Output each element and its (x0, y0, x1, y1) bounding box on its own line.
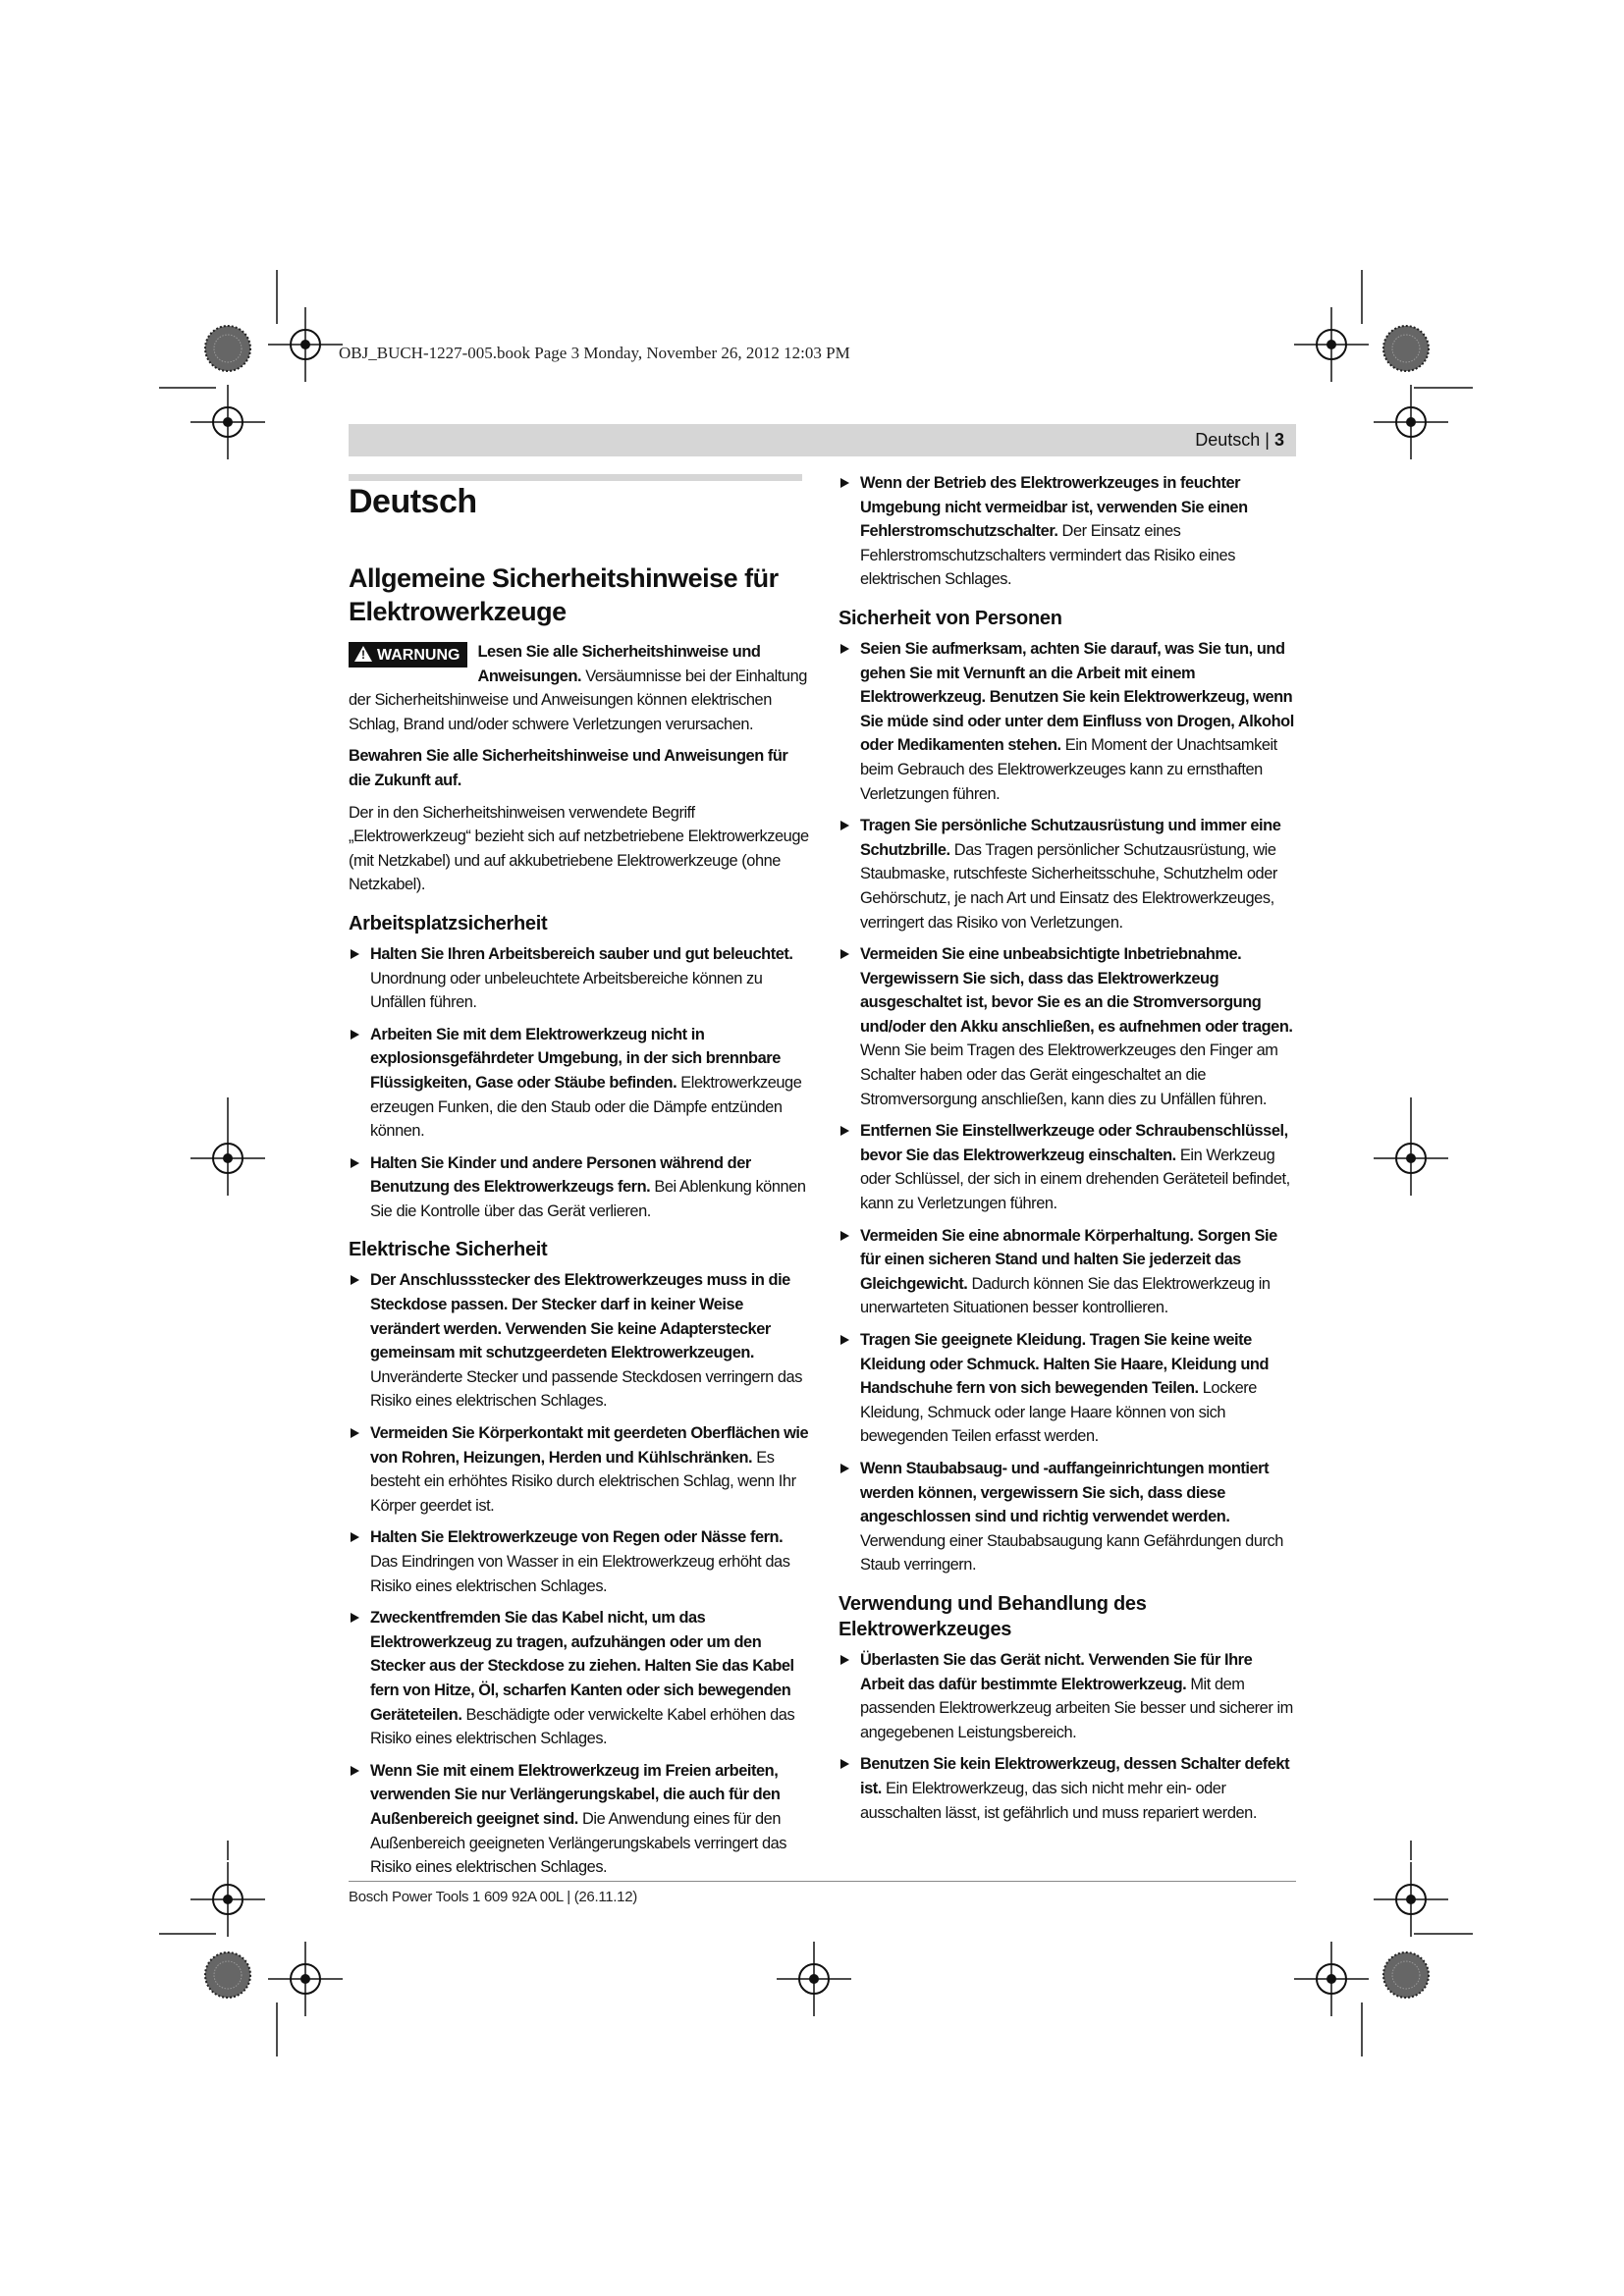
bullet-arrow-icon (351, 1030, 359, 1040)
list-item (349, 1023, 812, 1144)
bullet-arrow-icon (840, 1231, 849, 1241)
list-item (839, 1119, 1298, 1215)
list-item (349, 1759, 812, 1880)
item-bold-text: Halten Sie Ihren Arbeitsbereich sauber und gut beleuchtet. (370, 944, 793, 963)
item-text: Der Einsatz eines Fehlerstromschutzschalters vermindert das Risiko eines elektrischen Schlages. (860, 522, 1235, 589)
list-item (839, 942, 1298, 1111)
list-item (349, 942, 812, 1015)
bullet-arrow-icon (840, 478, 849, 488)
item-bold-text: Vermeiden Sie eine unbeabsichtigte Inbetriebnahme. Vergewissern Sie sich, dass das Elektrowerkzeug ausgeschaltet ist, bevor Sie es an die Stromversorgung und/oder den Akku anschließen, es aufnehmen oder tragen. (860, 945, 1293, 1036)
item-text: Mit dem passenden Elektrowerkzeug arbeiten Sie besser und sicherer im angegebenen Leistungsbereich. (860, 1675, 1293, 1741)
item-text: Beschädigte oder verwickelte Kabel erhöhen das Risiko eines elektrischen Schlages. (370, 1705, 795, 1748)
main-heading: Allgemeine Sicherheitshinweise für Elektrowerkzeuge (349, 563, 779, 626)
page-number: 3 (1273, 430, 1284, 450)
item-bold-text: Wenn der Betrieb des Elektrowerkzeuges in feuchter Umgebung nicht vermeidbar ist, verwenden Sie einen Fehlerstromschutzschalter. (860, 474, 1248, 541)
section-title-tool-use: Verwendung und Behandlung des Elektrowerkzeuges (839, 1592, 1147, 1640)
section-title-workplace: Arbeitsplatzsicherheit (349, 912, 548, 934)
item-bold-text: Vermeiden Sie eine abnormale Körperhaltung. Sorgen Sie für einen sicheren Stand und halten Sie jederzeit das Gleichgewicht. (860, 1226, 1277, 1293)
right-column (839, 471, 1298, 1833)
item-bold-text: Seien Sie aufmerksam, achten Sie darauf, was Sie tun, und gehen Sie mit Vernunft an die Arbeit mit einem Elektrowerkzeug. Benutzen Sie kein Elektrowerkzeug, wenn Sie müde sind oder unter dem Einfluss von Drogen, Alkohol oder Medikamenten stehen. (860, 639, 1294, 755)
item-text: Die Anwendung eines für den Außenbereich geeigneten Verlängerungskabels verringert das Risiko eines elektrischen Schlages. (370, 1809, 787, 1877)
item-text: Ein Moment der Unachtsamkeit beim Gebrauch des Elektrowerkzeuges kann zu ernsthaften Verletzungen führen. (860, 736, 1277, 803)
bullet-arrow-icon (351, 949, 359, 959)
warning-badge (349, 642, 467, 667)
list-item (839, 1457, 1298, 1577)
item-bold-text: Halten Sie Elektrowerkzeuge von Regen oder Nässe fern. (370, 1528, 784, 1547)
item-text: Elektrowerkzeuge erzeugen Funken, die den Staub oder die Dämpfe entzünden können. (370, 1073, 802, 1141)
footer-rule (349, 1881, 1296, 1882)
section-title-personal-safety: Sicherheit von Personen (839, 607, 1062, 629)
header-language: Deutsch (1195, 430, 1261, 450)
item-bold-text: Wenn Staubabsaug- und -auffangeinrichtungen montiert werden können, vergewissern Sie sich, dass diese angeschlossen sind und richtig verwendet werden. (860, 1459, 1270, 1526)
definition-paragraph: Der in den Sicherheitshinweisen verwendete Begriff „Elektrowerkzeug“ bezieht sich auf netzbetriebene Elektrowerkzeuge (mit Netzkabel) und auf akkubetriebene Elektrowerkzeuge (ohne Netzkabel). (349, 803, 809, 894)
bullet-arrow-icon (351, 1158, 359, 1168)
print-slug-line: OBJ_BUCH-1227-005.book Page 3 Monday, November 26, 2012 12:03 PM (339, 344, 850, 362)
bullet-arrow-icon (840, 1655, 849, 1665)
warning-text: Versäumnisse bei der Einhaltung der Sicherheitshinweise und Anweisungen können elektrischen Schlag, Brand und/oder schwere Verletzungen verursachen. (349, 667, 807, 733)
item-bold-text: Entfernen Sie Einstellwerkzeuge oder Schraubenschlüssel, bevor Sie das Elektrowerkzeug einschalten. (860, 1122, 1288, 1164)
bullet-arrow-icon (351, 1613, 359, 1623)
item-text: Ein Werkzeug oder Schlüssel, der sich in einem drehenden Geräteteil befindet, kann zu Verletzungen führen. (860, 1146, 1290, 1213)
bullet-arrow-icon (351, 1275, 359, 1285)
item-text: Wenn Sie beim Tragen des Elektrowerkzeuges den Finger am Schalter haben oder das Gerät eingeschaltet an die Stromversorgung anschließen, kann dies zu Unfällen führen. (860, 1041, 1278, 1108)
bullet-arrow-icon (840, 1464, 849, 1473)
item-bold-text: Vermeiden Sie Körperkontakt mit geerdeten Oberflächen wie von Rohren, Heizungen, Herden und Kühlschränken. (370, 1424, 809, 1467)
bullet-arrow-icon (351, 1428, 359, 1438)
item-bold-text: Tragen Sie geeignete Kleidung. Tragen Sie keine weite Kleidung oder Schmuck. Halten Sie Haare, Kleidung und Handschuhe fern von sich bewegenden Teilen. (860, 1331, 1270, 1398)
item-bold-text: Halten Sie Kinder und andere Personen während der Benutzung des Elektrowerkzeugs fern. (370, 1153, 751, 1197)
item-text: Unveränderte Stecker und passende Steckdosen verringern das Risiko eines elektrischen Schlages. (370, 1367, 802, 1411)
list-item (349, 1268, 812, 1414)
header-separator: | (1260, 430, 1274, 450)
bullet-arrow-icon (840, 1759, 849, 1769)
warning-bold-text: Lesen Sie alle Sicherheitshinweise und Anweisungen. (477, 643, 761, 685)
page-footer: Bosch Power Tools 1 609 92A 00L | (26.11.12) (349, 1889, 637, 1905)
item-bold-text: Arbeiten Sie mit dem Elektrowerkzeug nicht in explosionsgefährdeter Umgebung, in der sich brennbare Flüssigkeiten, Gase oder Stäube befinden. (370, 1025, 781, 1092)
keep-instructions-note: Bewahren Sie alle Sicherheitshinweise und Anweisungen für die Zukunft auf. (349, 747, 788, 789)
item-text: Ein Elektrowerkzeug, das sich nicht mehr ein- oder ausschalten lässt, ist gefährlich und muss repariert werden. (860, 1779, 1257, 1822)
list-item (839, 1224, 1298, 1320)
item-bold-text: Benutzen Sie kein Elektrowerkzeug, dessen Schalter defekt ist. (860, 1755, 1290, 1797)
list-item (839, 1752, 1298, 1825)
page-title: Deutsch (349, 483, 477, 520)
warning-paragraph (349, 640, 812, 736)
item-text: Es besteht ein erhöhtes Risiko durch elektrischen Schlag, wenn Ihr Körper geerdet ist. (370, 1448, 796, 1515)
item-text: Dadurch können Sie das Elektrowerkzeug in unerwarteten Situationen besser kontrollieren. (860, 1274, 1271, 1317)
bullet-arrow-icon (351, 1766, 359, 1776)
warning-badge-label: WARNUNG (377, 647, 460, 664)
item-text: Unordnung oder unbeleuchtete Arbeitsbereiche können zu Unfällen führen. (370, 969, 763, 1012)
bullet-arrow-icon (840, 949, 849, 959)
item-text: Das Eindringen von Wasser in ein Elektrowerkzeug erhöht das Risiko eines elektrischen Schlages. (370, 1553, 790, 1595)
list-item (839, 637, 1298, 806)
item-text: Bei Ablenkung können Sie die Kontrolle über das Gerät verlieren. (370, 1178, 806, 1220)
list-item (349, 1525, 812, 1598)
item-bold-text: Wenn Sie mit einem Elektrowerkzeug im Freien arbeiten, verwenden Sie nur Verlängerungskabel, die auch für den Außenbereich geeignet sind. (370, 1761, 781, 1828)
warning-triangle-icon: ! (354, 646, 372, 662)
list-item (349, 1421, 812, 1518)
list-item (349, 1151, 812, 1224)
bullet-arrow-icon (840, 644, 849, 654)
page-header-bar (349, 424, 1296, 456)
bullet-arrow-icon (840, 1126, 849, 1136)
bullet-arrow-icon (840, 821, 849, 830)
list-item (839, 814, 1298, 934)
item-bold-text: Überlasten Sie das Gerät nicht. Verwenden Sie für Ihre Arbeit das dafür bestimmte Elektrowerkzeug. (860, 1650, 1253, 1693)
bullet-arrow-icon (351, 1532, 359, 1542)
left-column (349, 477, 812, 1888)
list-item (839, 471, 1298, 592)
item-text: Lockere Kleidung, Schmuck oder lange Haare können von sich bewegenden Teilen erfasst werden. (860, 1379, 1257, 1446)
section-title-electrical: Elektrische Sicherheit (349, 1239, 548, 1261)
item-bold-text: Tragen Sie persönliche Schutzausrüstung und immer eine Schutzbrille. (860, 817, 1281, 859)
list-item (839, 1328, 1298, 1449)
bullet-arrow-icon (840, 1335, 849, 1345)
list-item (349, 1606, 812, 1751)
item-text: Das Tragen persönlicher Schutzausrüstung, wie Staubmaske, rutschfeste Sicherheitsschuhe, Schutzhelm oder Gehörschutz, je nach Art und Einsatz des Elektrowerkzeuges, verringert das Risiko von Verletzungen. (860, 840, 1277, 932)
item-bold-text: Zweckentfremden Sie das Kabel nicht, um das Elektrowerkzeug zu tragen, aufzuhängen oder um den Stecker aus der Steckdose zu ziehen. Halten Sie das Kabel fern von Hitze, Öl, scharfen Kanten oder sich bewegenden Geräteteilen. (370, 1609, 794, 1724)
item-text: Verwendung einer Staubabsaugung kann Gefährdungen durch Staub verringern. (860, 1531, 1283, 1575)
page-header-text (1195, 430, 1284, 451)
list-item (839, 1648, 1298, 1744)
item-bold-text: Der Anschlussstecker des Elektrowerkzeuges muss in die Steckdose passen. Der Stecker darf in keiner Weise verändert werden. Verwenden Sie keine Adapterstecker gemeinsam mit schutzgeerdeten Elektrowerkzeugen. (370, 1271, 790, 1362)
